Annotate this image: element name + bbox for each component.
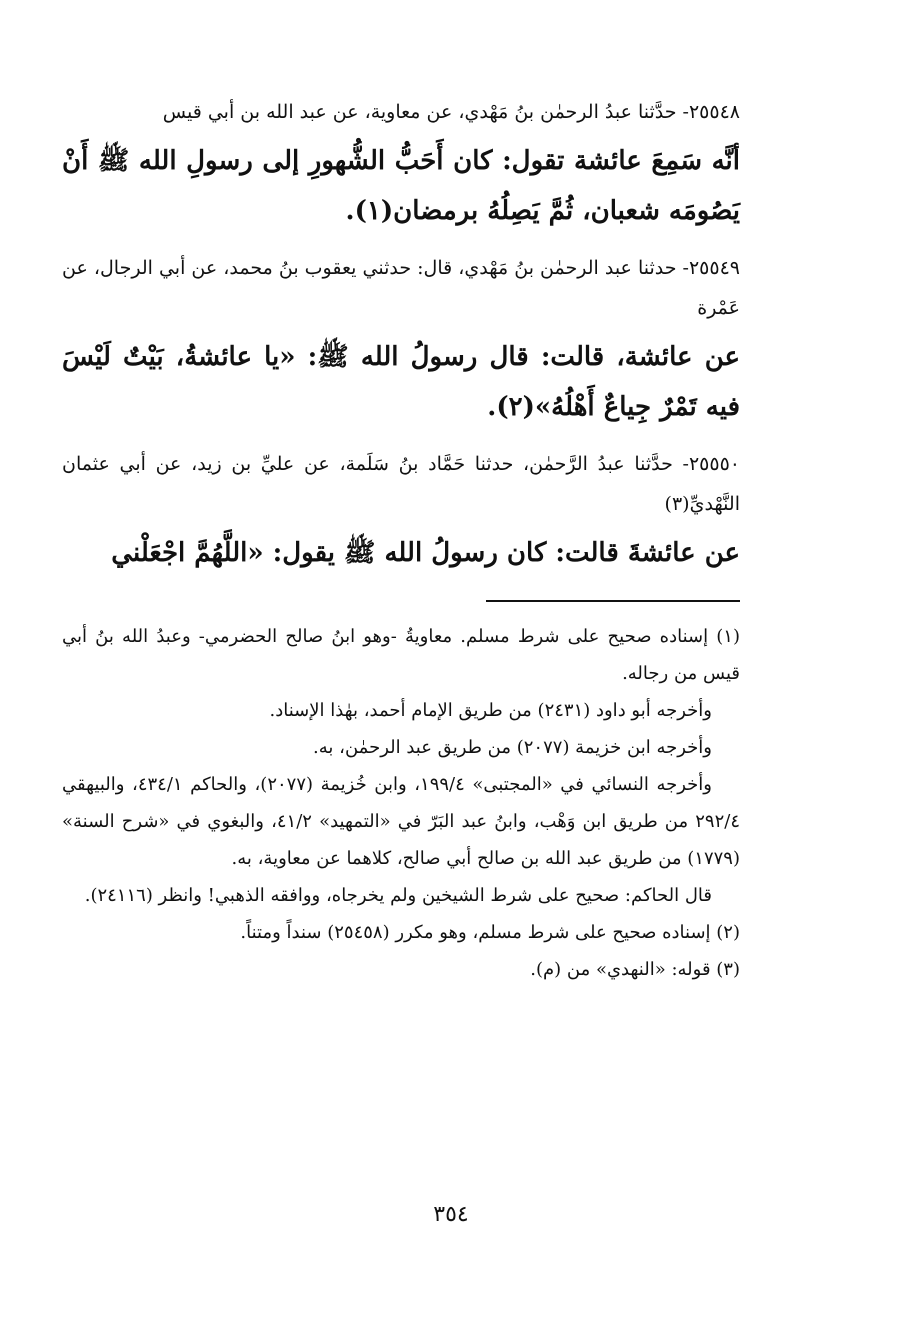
footnotes (62, 618, 740, 988)
footnote: وأخرجه أبو داود (٢٤٣١) من طريق الإمام أحمد، بهٰذا الإسناد. (269, 700, 712, 721)
footnote: (١) إسناده صحيح على شرط مسلم. معاويةُ -وهو ابنُ صالح الحضرمي- وعبدُ الله بنُ أبي قيس من رجاله. (62, 626, 740, 684)
footnote-divider (486, 600, 740, 602)
hadith-isnad: ٢٥٥٥٠- حدَّثنا عبدُ الرَّحمٰن، حدثنا حَمَّاد بنُ سَلَمة، عن عليِّ بن زيد، عن أبي عثمان النَّهْديِّ(٣) (62, 453, 740, 515)
page-body (62, 92, 740, 988)
hadith-isnad: ٢٥٥٤٨- حدَّثنا عبدُ الرحمٰن بنُ مَهْدي، عن معاوية، عن عبد الله بن أبي قيس (162, 101, 740, 123)
footnote: (٣) قوله: «النهدي» من (م). (530, 959, 740, 980)
hadith-isnad: ٢٥٥٤٩- حدثنا عبد الرحمٰن بنُ مَهْدي، قال: حدثني يعقوب بنُ محمد، عن أبي الرجال، عن عَمْرة (62, 257, 740, 319)
footnote: (٢) إسناده صحيح على شرط مسلم، وهو مكرر (٢٥٤٥٨) سنداً ومتناً. (240, 922, 740, 943)
page-number: ٣٥٤ (433, 1202, 469, 1227)
hadith-matn: عن عائشة، قالت: قال رسولُ الله ﷺ: «يا عائشةُ، بَيْتٌ لَيْسَ فيه تَمْرٌ جِياعٌ أَهْلُهُ»(٢). (62, 342, 740, 422)
footnote: قال الحاكم: صحيح على شرط الشيخين ولم يخرجاه، ووافقه الذهبي! وانظر (٢٤١١٦). (84, 885, 712, 906)
footnote: وأخرجه النسائي في «المجتبى» ١٩٩/٤، وابن خُزيمة (٢٠٧٧)، والحاكم ٤٣٤/١، والبيهقي ٢٩٢/٤ من طريق ابن وَهْب، وابنُ عبد البَرّ في «التمهيد» ٤١/٢، والبغوي في «شرح السنة» (١٧٧٩) من طريق عبد الله بن صالح أبي صالح، كلاهما عن معاوية، به. (62, 774, 740, 869)
hadith-matn: عن عائشةَ قالت: كان رسولُ الله ﷺ يقول: «اللَّهُمَّ اجْعَلْني (111, 538, 740, 568)
footnote: وأخرجه ابن خزيمة (٢٠٧٧) من طريق عبد الرحمٰن، به. (313, 737, 712, 758)
hadith-matn: أنَّه سَمِعَ عائشة تقول: كان أَحَبُّ الشُّهورِ إلى رسولِ الله ﷺ أَنْ يَصُومَه شعبان، ثُمَّ يَصِلُهُ برمضان(١). (62, 146, 740, 226)
